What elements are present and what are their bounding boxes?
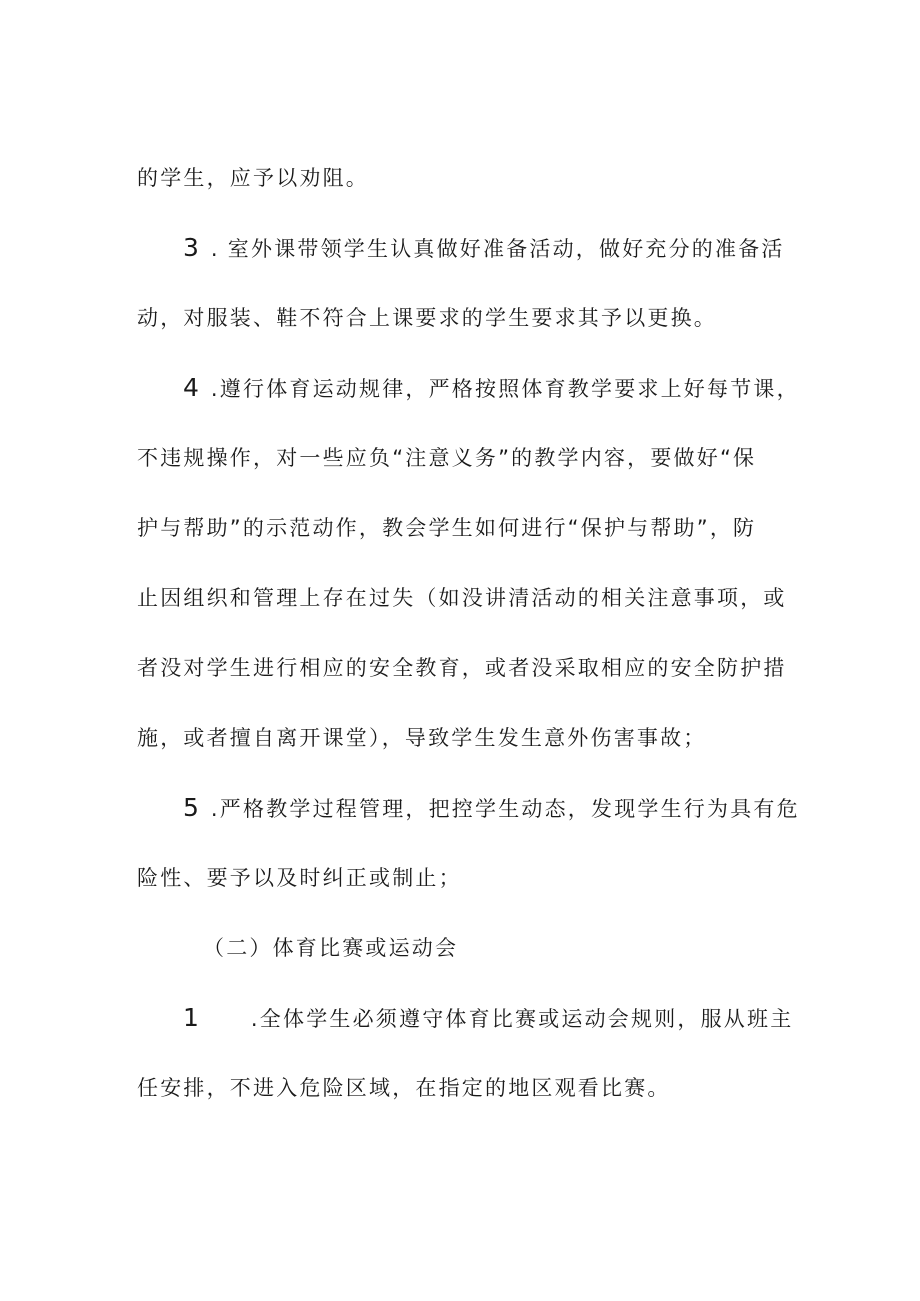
paragraph-line: [137, 164, 369, 192]
paragraph-line: [137, 444, 756, 472]
line-text: 险性、要予以及时纠正或制止；: [137, 866, 462, 890]
list-number: 3: [183, 233, 199, 262]
paragraph-line: [137, 584, 787, 612]
paragraph-line: [137, 514, 756, 542]
list-separator: .: [210, 797, 220, 821]
line-text: 室外课带领学生认真做好准备活动，做好充分的准备活: [227, 237, 785, 261]
line-text: 止因组织和管理上存在过失（如没讲清活动的相关注意事项，或: [137, 586, 787, 610]
list-number: 1: [183, 1003, 199, 1032]
list-item-4-line: [183, 374, 800, 403]
section-heading: [203, 934, 458, 962]
list-number: 4: [183, 373, 199, 402]
paragraph-line: [137, 1074, 671, 1102]
line-text: 严格教学过程管理，把控学生动态，发现学生行为具有危: [219, 797, 800, 821]
line-text: 动，对服装、鞋不符合上课要求的学生要求其予以更换。: [137, 306, 717, 330]
list-item-1-line: [183, 1004, 793, 1033]
list-item-5-line: [183, 794, 800, 823]
line-text: 遵行体育运动规律，严格按照体育教学要求上好每节课，: [219, 377, 800, 401]
paragraph-line: [137, 724, 707, 752]
list-separator: .: [210, 237, 220, 261]
line-text: 护与帮助”的示范动作，教会学生如何进行“保护与帮助”，防: [137, 516, 757, 540]
line-text: 者没对学生进行相应的安全教育，或者没采取相应的安全防护措: [137, 656, 787, 680]
line-text: 施，或者擅自离开课堂），导致学生发生意外伤害事故；: [137, 726, 707, 750]
line-text: 不违规操作，对一些应负“注意义务”的教学内容，要做好“保: [137, 446, 757, 470]
list-separator: .: [250, 1007, 260, 1031]
line-text: 任安排，不进入危险区域，在指定的地区观看比赛。: [137, 1076, 671, 1100]
section-heading-text: （二）体育比赛或运动会: [203, 936, 459, 960]
list-separator: .: [210, 377, 220, 401]
list-number: 5: [183, 793, 199, 822]
paragraph-line: [137, 304, 717, 332]
line-text: 全体学生必须遵守体育比赛或运动会规则，服从班主: [259, 1007, 794, 1031]
paragraph-line: [137, 864, 462, 892]
list-item-3-line: [183, 234, 785, 263]
line-text: 的学生，应予以劝阻。: [137, 166, 369, 190]
paragraph-line: [137, 654, 787, 682]
